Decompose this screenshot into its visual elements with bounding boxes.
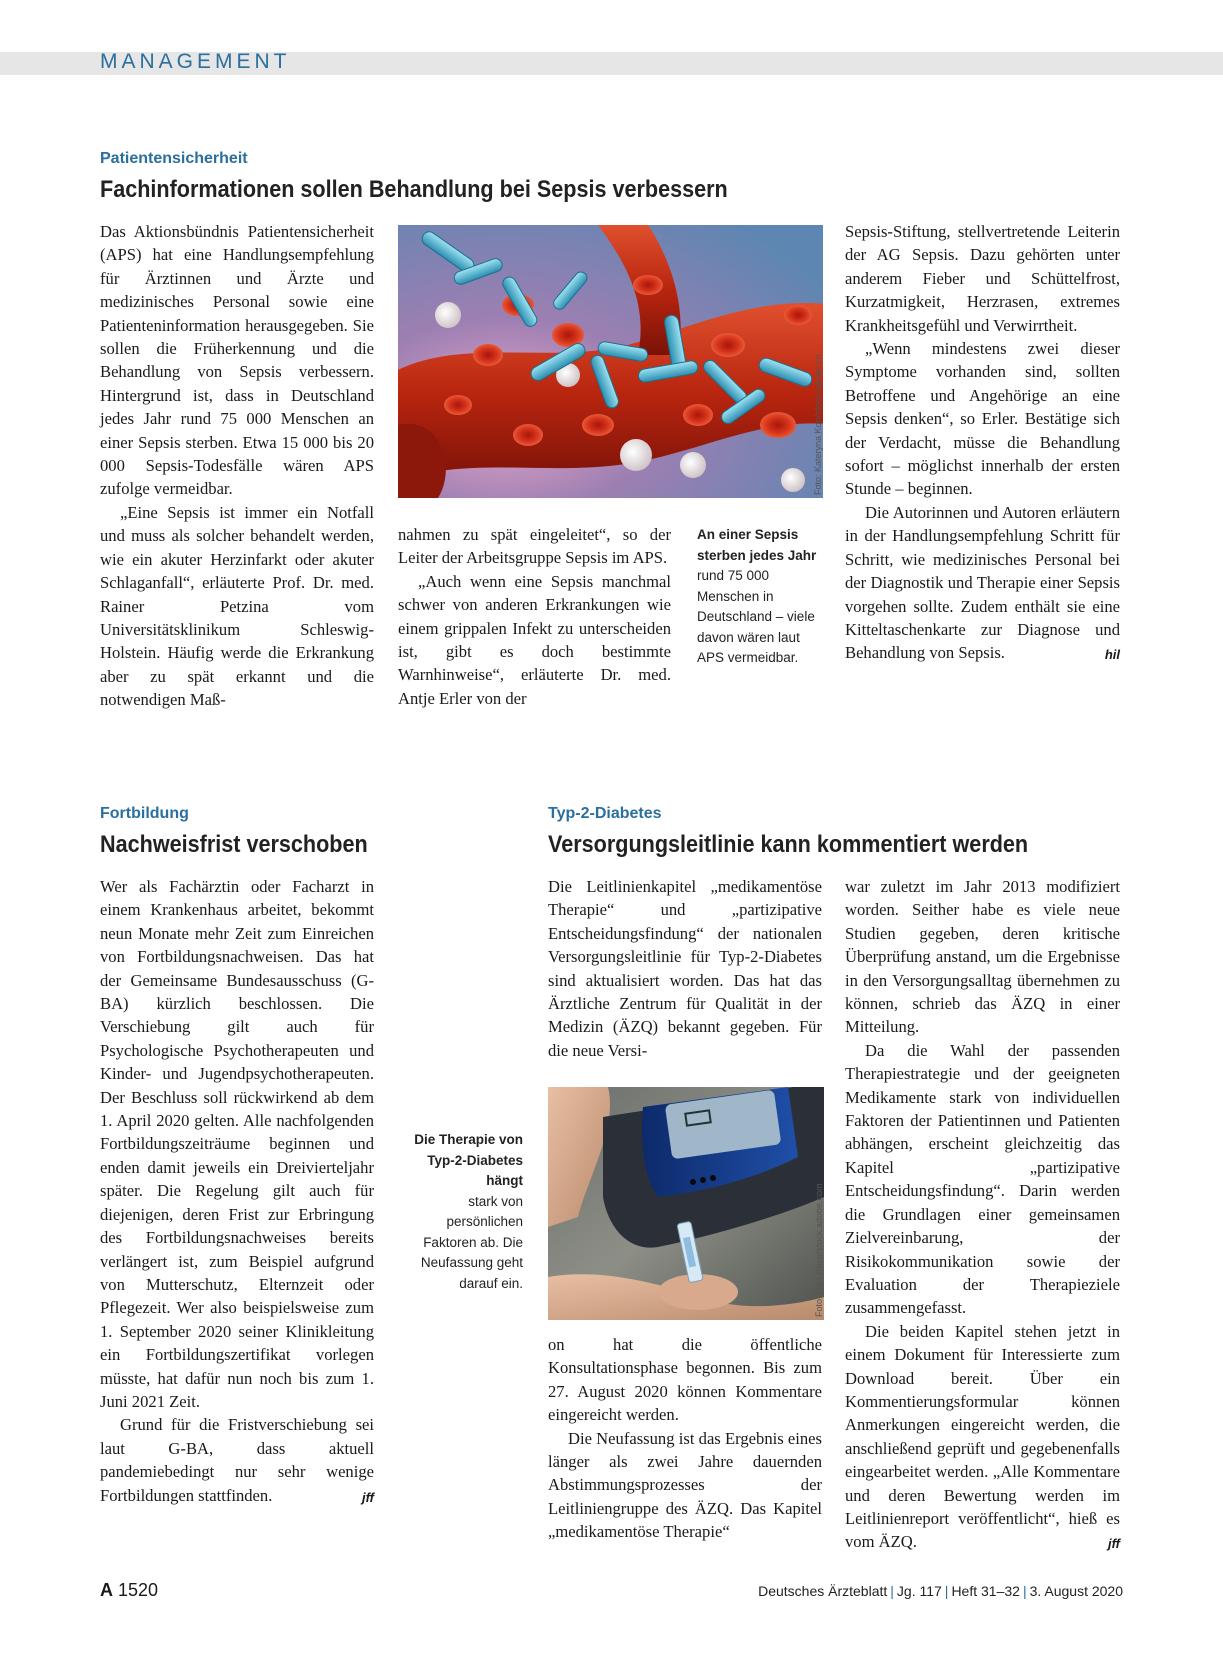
article3-author-signature: jff (1107, 1536, 1120, 1552)
article1-kicker: Patientensicherheit (100, 150, 248, 167)
article3-headline: Versorgungsleitlinie kann kommentiert werden (548, 831, 1029, 858)
journal-issue: Heft 31–32 (951, 1583, 1020, 1599)
article3-paragraph: on hat die öffentliche Konsultationsphase begonnen. Bis zum 27. August 2020 können Kommentare eingereicht werden. (548, 1335, 822, 1425)
journal-name: Deutsches Ärzteblatt (758, 1583, 888, 1599)
article1-paragraph: Sepsis-Stiftung, stellvertretende Leiterin der AG Sepsis. Dazu gehörten unter anderem Fieber und Schüttelfrost, Kurzatmigkeit, Herzrasen, extremes Krankheitsgefühl und Verwirrtheit. (845, 222, 1120, 335)
journal-date: 3. August 2020 (1029, 1583, 1123, 1599)
article2-headline: Nachweisfrist verschoben (100, 831, 368, 858)
article1-column-1 (100, 220, 374, 712)
article3-caption (410, 1130, 523, 1294)
article1-caption (697, 525, 827, 669)
article3-kicker: Typ-2-Diabetes (548, 805, 662, 822)
article2-kicker: Fortbildung (100, 805, 189, 822)
article2-paragraph: Wer als Fachärztin oder Facharzt in einem Krankenhaus arbeitet, bekommt neun Monate mehr Zeit zum Einreichen von Fortbildungsnachweisen. Das hat der Gemeinsame Bundesausschuss (G-BA) kürzlich beschlossen. Die Verschiebung gilt auch für Psychologische Psychotherapeuten und Kinder- und Jugendpsychotherapeuten. Der Beschluss soll rückwirkend ab dem 1. April 2020 gelten. Alle nachfolgenden Fortbildungszeiträume beginnen und enden damit jeweils ein Dreivierteljahr später. Die Regelung gilt auch für diejenigen, deren Frist zur Erbringung des Fortbildungsnachweises bereits verlängert ist, zum Beispiel aufgrund von Mutterschutz, Elternzeit oder Pflegezeit. Wer also beispielsweise zum 1. September 2020 seiner Klinikleitung ein Fortbildungszertifikat vorlegen müsste, hat dafür nun noch bis zum 1. Juni 2021 Zeit. (100, 877, 374, 1411)
article1-author-signature: hil (1104, 647, 1120, 663)
page-number (100, 1580, 158, 1601)
journal-info: Deutsches Ärzteblatt | Jg. 117 | Heft 31–32 | 3. August 2020 (758, 1583, 1123, 1599)
article3-caption-lead: Die Therapie von Typ-2-Diabetes hängt (414, 1132, 523, 1188)
article1-paragraph: Die Autorinnen und Autoren erläutern in der Handlungsempfehlung Schritt für Schritt, wie medizinisches Personal bei der Diagnostik und Therapie einer Sepsis vorgehen sollte. Zudem enthält sie eine Kitteltaschenkarte zur Diagnose und Behandlung von Sepsis. hil (845, 501, 1120, 665)
article3-column-1-top (548, 875, 822, 1062)
journal-volume: Jg. 117 (896, 1583, 942, 1599)
article1-photo-credit: Foto: Kateryna Kon/stock.adobe.co (813, 354, 823, 495)
section-label: MANAGEMENT (100, 50, 291, 73)
diabetes-photo (548, 1087, 824, 1320)
article3-paragraph: Die Leitlinienkapitel „medikamentöse Therapie“ und „partizipative Entscheidungsfindung“ der nationalen Versorgungsleitlinie für Typ-2-Diabetes sind aktualisiert worden. Das hat das Ärztliche Zentrum für Qualität in der Medizin (ÄZQ) bekannt gegeben. Für die neue Versi- (548, 877, 822, 1060)
article3-paragraph: Die beiden Kapitel stehen jetzt in einem Dokument für Interessierte zum Download bereit. Über ein Kommentierungsformular können Anmerkungen eingereicht werden, die anschließend geprüft und gegebenenfalls eingearbeitet werden. „Alle Kommentare und deren Bewertung werden im Leitlinienreport veröffentlicht“, hieß es vom ÄZQ. jff (845, 1320, 1120, 1554)
page-number-value: 1520 (118, 1580, 159, 1600)
article2-author-signature: jff (361, 1489, 374, 1505)
article3-column-2 (845, 875, 1120, 1556)
sepsis-photo (398, 225, 823, 498)
article1-column-2 (398, 523, 671, 710)
article3-photo-credit: Foto: Dan Race/stock.adobe.com (814, 1183, 824, 1317)
article1-paragraph: nahmen zu spät eingeleitet“, so der Leiter der Arbeitsgruppe Sepsis im APS. (398, 525, 671, 568)
article2-paragraph: Grund für die Fristverschiebung sei laut G-BA, dass aktuell pandemiebedingt nur sehr wenige Fortbildungen stattfinden. jff (100, 1413, 374, 1507)
article1-headline: Fachinformationen sollen Behandlung bei Sepsis verbessern (100, 176, 728, 203)
article3-column-1-bottom (548, 1333, 822, 1544)
article1-paragraph: „Auch wenn eine Sepsis manchmal schwer von anderen Erkrankungen wie einem grippalen Infekt zu unterscheiden ist, gibt es doch bestimmte Warnhinweise“, erläuterte Dr. med. Antje Erler von der (398, 571, 671, 708)
article3-paragraph: Da die Wahl der passenden Therapiestrategie und der geeigneten Medikamente stark von individuellen Faktoren der Patientinnen und Patienten abhängen, erscheint gleichzeitig das Kapitel „partizipative Entscheidungsfindung“. Darin werden die Grundlagen einer gemeinsamen Zielvereinbarung, der Risikokommunikation sowie der Evaluation der Therapieziele zusammengefasst. (845, 1040, 1120, 1318)
article1-paragraph: „Wenn mindestens zwei dieser Symptome vorhanden sind, sollten Betroffene und Angehörige an eine Sepsis denken“, so Erler. Bestätige sich der Verdacht, müsse die Behandlung sofort – möglichst innerhalb der ersten Stunde – beginnen. (845, 339, 1120, 499)
article2-column-1 (100, 875, 374, 1509)
article1-column-3 (845, 220, 1120, 667)
article3-caption-text: stark von persönlichen Faktoren ab. Die Neufassung geht darauf ein. (420, 1193, 523, 1291)
page-prefix: A (100, 1580, 113, 1600)
article1-caption-text: rund 75 000 Menschen in Deutschland – viele davon wären laut APS vermeidbar. (697, 568, 815, 665)
article3-paragraph: Die Neufassung ist das Ergebnis eines länger als zwei Jahre dauernden Abstimmungsprozesses der Leitliniengruppe des ÄZQ. Das Kapitel „medikamentöse Therapie“ (548, 1428, 822, 1542)
blood-glucose-meter-illustration (548, 1087, 824, 1320)
bacteria-in-bloodstream-illustration (398, 225, 823, 498)
article1-paragraph: „Eine Sepsis ist immer ein Notfall und muss als solcher behandelt werden, wie ein akuter Herzinfarkt oder akuter Schlaganfall“, erläuterte Prof. Dr. med. Rainer Petzina vom Universitätsklinikum Schleswig-Holstein. Häufig werde die Erkrankung aber zu spät erkannt und die notwendigen Maß- (100, 502, 374, 710)
article3-paragraph: war zuletzt im Jahr 2013 modifiziert worden. Seither habe es viele neue Studien gegeben, deren kritische Überprüfung anstand, um die Ergebnisse in den Versorgungsalltag übernehmen zu können, schrieb das ÄZQ in einer Mitteilung. (845, 877, 1120, 1037)
article1-caption-lead: An einer Sepsis sterben jedes Jahr (697, 527, 817, 563)
article1-paragraph: Das Aktionsbündnis Patientensicherheit (APS) hat eine Handlungsempfehlung für Ärztinnen und Ärzte und medizinisches Personal sowie eine Patienteninformation herausgegeben. Sie sollen die Früherkennung und die Behandlung von Sepsis verbessern. Hintergrund ist, dass in Deutschland jedes Jahr rund 75 000 Menschen an einer Sepsis sterben. Etwa 15 000 bis 20 000 Sepsis-Todesfälle wären APS zufolge vermeidbar. (100, 222, 374, 499)
